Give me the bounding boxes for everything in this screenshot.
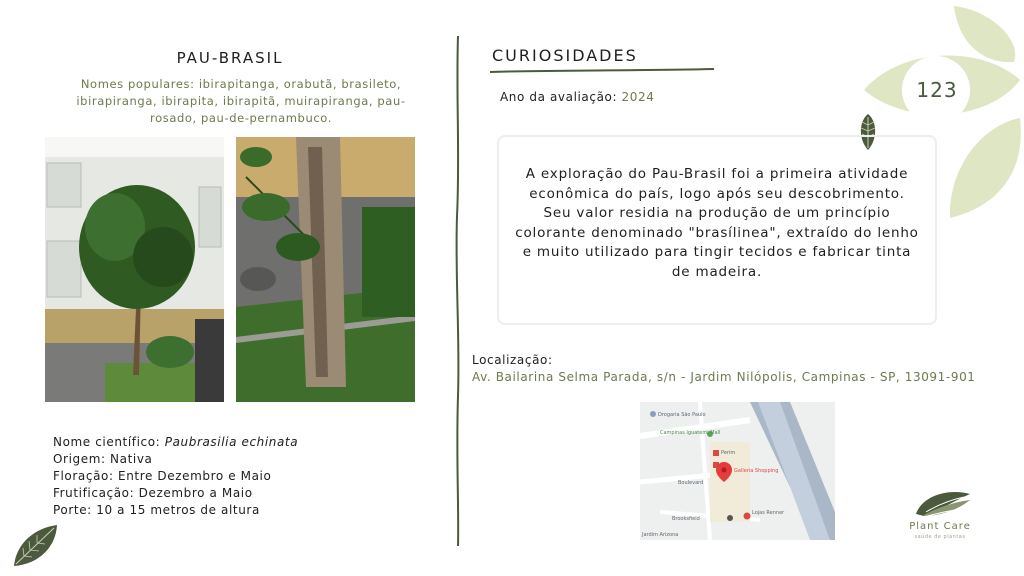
popular-names: Nomes populares: ibirapitanga, orabutã, brasileto, ibirapiranga, ibirapita, ibirapitã, muirapiranga, pau-rosado, pau-de-pernambuco. [76, 77, 406, 125]
scientific-name: Nome científico: Paubrasilia echinata [53, 435, 299, 449]
scientific-name-value: Paubrasilia echinata [164, 435, 299, 449]
vertical-divider [452, 36, 464, 546]
map-label: Jardim Arizona [642, 532, 679, 538]
map-label: Galleria Shopping [734, 468, 779, 474]
plant-title: PAU-BRASIL [176, 49, 284, 67]
page-number: 123 [916, 78, 958, 102]
brand-name: Plant Care [909, 521, 971, 532]
map-label: Drogaria São Paulo [658, 412, 706, 418]
map-label: Brooksfield [672, 516, 700, 522]
location-address: Av. Bailarina Selma Parada, s/n - Jardim Nilópolis, Campinas - SP, 13091-901 [472, 370, 976, 384]
tree-photo [45, 137, 224, 402]
map-marker [650, 411, 656, 417]
leaf-icon [10, 522, 60, 570]
map-label: Perim [721, 450, 736, 456]
map-label: Boulevard [678, 480, 704, 486]
map-marker [744, 513, 751, 520]
location-map[interactable] [640, 402, 835, 540]
evaluation-year: Ano da avaliação: 2024 [500, 90, 655, 104]
size: Porte: 10 a 15 metros de altura [53, 503, 260, 517]
map-label: Lojas Renner [752, 510, 785, 516]
flowering: Floração: Entre Dezembro e Maio [53, 469, 272, 483]
curiosities-title: CURIOSIDADES [492, 46, 638, 65]
map-marker [713, 450, 719, 456]
origin: Origem: Nativa [53, 452, 153, 466]
fruiting: Frutificação: Dezembro a Maio [53, 486, 253, 500]
curiosity-text: A exploração do Pau-Brasil foi a primeira atividade econômica do país, logo após seu descobrimento. Seu valor residia na produção de um princípio colorante denominado "brasílinea", extraído do lenho e muito utilizado para tingir tecidos e fabricar tinta de madeira. [497, 135, 937, 325]
evaluation-year-value: 2024 [621, 90, 655, 104]
location-label: Localização: [472, 353, 553, 367]
map-marker [727, 515, 733, 521]
title-underline [490, 68, 714, 74]
plant-facts [53, 434, 298, 519]
brand-tagline: saúde de plantas [914, 534, 966, 540]
map-label: Campinas Iguatemi Mall [660, 430, 721, 436]
trunk-photo [236, 137, 415, 402]
